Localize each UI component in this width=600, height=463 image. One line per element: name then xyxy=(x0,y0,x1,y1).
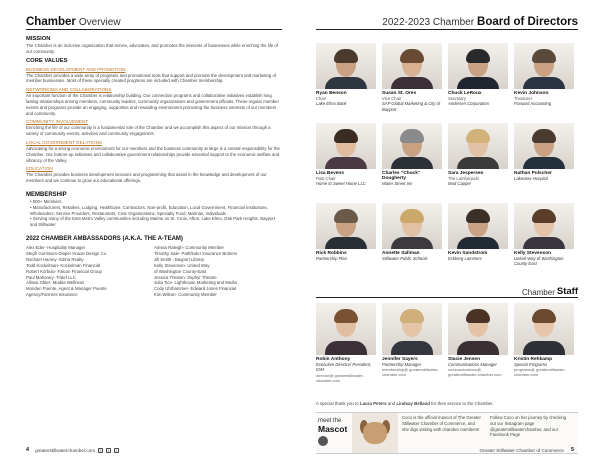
portrait-image xyxy=(382,43,442,89)
ambassadors-heading: 2022 CHAMBER AMBASSADORS (A.K.A. THE A-TEAM) xyxy=(26,235,183,242)
portrait-image xyxy=(514,303,574,355)
ambassador-item: of Washington County-East xyxy=(154,268,207,274)
ambassador-item: Julia Tice- Lighthouse Marketing and Media xyxy=(154,280,237,286)
board-member-card xyxy=(382,203,442,283)
ambassador-item: Alex Eder- Hospitality Manager xyxy=(26,244,86,250)
staff-email[interactable]: programs@ greaterstillwater-chamber.com xyxy=(514,367,566,378)
mascot-dog-image xyxy=(352,413,398,453)
board-member-card xyxy=(448,123,508,203)
ambassador-item: Jill Smith - Bayport Library xyxy=(154,256,205,262)
thanks-before: A special thank you to xyxy=(316,401,360,406)
member-title: Secretary xyxy=(448,96,466,101)
member-org: Lake Elmo Bank xyxy=(316,101,347,107)
portrait-image xyxy=(448,43,508,89)
overview-header xyxy=(26,12,282,30)
portrait-image xyxy=(514,123,574,169)
member-name: Nathan Pulscher xyxy=(514,171,552,176)
membership-heading: MEMBERSHIP xyxy=(26,191,67,198)
member-org: Water Street Inn xyxy=(382,181,413,186)
member-name: Kevin Johnson xyxy=(514,91,549,96)
board-member-card xyxy=(382,123,442,203)
ambassador-item: Cody Uhrhammer- Edward Jones Financial xyxy=(154,286,237,292)
member-title: Chair xyxy=(316,96,327,101)
ambassadors-column-2 xyxy=(154,245,282,298)
member-org: Lakeview Hospital xyxy=(514,176,548,181)
ambassador-item: Kelly Stevenson- United Way xyxy=(154,262,210,268)
core-value-text: Enriching the life of our community is a fundamental role of the Chamber and we accomplish this aspect of our mission through a variety of community events, activities and community engagement. xyxy=(26,125,271,137)
thanks-after: for their service to the Chamber. xyxy=(429,401,494,406)
staff-name: Kristin Rehkamp xyxy=(514,357,553,362)
board-member-card xyxy=(514,123,574,203)
member-org: United Way of Washington County East xyxy=(514,256,564,267)
ambassador-item: Paul Mahoney- Tridef LLC xyxy=(26,274,76,280)
thanks-name-2: Lindsay Belland xyxy=(396,401,430,406)
staff-card xyxy=(316,303,376,399)
mascot-text-1: Coco is the official mascot of The Greater Stillwater Chamber of Commerce, and she digs visiting with chamber members! xyxy=(402,415,481,432)
membership-item: • 500+ Members xyxy=(30,198,62,204)
staff-name: Stacie Jensen xyxy=(448,357,480,362)
portrait-image xyxy=(316,203,376,249)
ambassador-item: Todd Kockelman- Kockelman Financial xyxy=(26,262,101,268)
staff-email[interactable]: communications@ greaterstillwater-chamber.com xyxy=(448,367,502,378)
staff-title: Communications Manager xyxy=(448,362,497,367)
portrait-image xyxy=(382,123,442,169)
board-header-year: 2022-2023 Chamber xyxy=(382,17,475,28)
right-footer xyxy=(479,447,574,453)
staff-title: Special Programs xyxy=(514,362,548,367)
staff-header-bold: Staff xyxy=(556,286,578,297)
board-header-bold: Board of Directors xyxy=(477,16,578,28)
board-member-card xyxy=(514,203,574,283)
board-member-card xyxy=(448,203,508,283)
member-title: Treasurer xyxy=(514,96,532,101)
portrait-image xyxy=(514,203,574,249)
member-org: Eckberg Lammers xyxy=(448,256,482,261)
member-title: The Lumberjack/ xyxy=(448,176,480,181)
left-page-number: 4 xyxy=(26,447,30,453)
member-name: Susan St. Ores xyxy=(382,91,417,96)
board-of-directors-page xyxy=(316,12,578,454)
membership-list xyxy=(26,199,282,228)
member-org: Mad Capper xyxy=(448,181,472,187)
membership-item: • Manufacturers, Retailers, Lodging, Healthcare, Contractors, Non-profit, Education, Local Government, Financial Institutions, Wholesalers, Service Providers, Restaurants, Civic Organizations, Specialty Food, Marinas, Individuals xyxy=(30,204,268,216)
mission-heading: MISSION xyxy=(26,36,51,42)
staff-name: Robin Anthony xyxy=(316,357,351,362)
ambassadors-column-1 xyxy=(26,245,154,298)
staff-header-light: Chamber xyxy=(521,288,555,297)
right-footer-site: Greater Stillwater Chamber of Commerce xyxy=(479,447,564,453)
member-name: Annette Sallman xyxy=(382,251,420,256)
board-member-card xyxy=(448,43,508,123)
portrait-image xyxy=(514,43,574,89)
member-name: Kelly Stevenson xyxy=(514,251,552,256)
member-title: Vice Chair xyxy=(382,96,402,101)
member-org: Partnership Plan xyxy=(316,256,347,261)
thank-you-note xyxy=(316,401,578,406)
board-member-card xyxy=(382,43,442,123)
ambassador-item: Timothy Sale- Pathfinder Insurance Brokers xyxy=(154,250,238,256)
right-page-number: 5 xyxy=(570,447,574,453)
core-value-title: EDUCATION xyxy=(26,166,53,172)
core-value-text: An important function of the Chamber is relationship building. Our connection programs and collaborative initiatives establish long lasting relationships among members, community leaders, community organizations and government officials. These regular member events and programs provide an engaging, supportive and rewarding environment promoting the business interests of our members and community. xyxy=(26,93,279,116)
core-value-title: COMMUNITY INVOLVEMENT xyxy=(26,119,89,125)
mascot-label xyxy=(316,413,352,453)
thanks-name-1: Laura Peters xyxy=(359,401,387,406)
staff-title: Executive Director/ President, IOM xyxy=(316,362,372,373)
ambassador-item: Steph Gorrissen-Diaper House Design Co. xyxy=(26,250,108,256)
left-footer xyxy=(26,447,119,453)
staff-email[interactable]: membership@ greaterstillwater-chamber.com xyxy=(382,367,439,378)
ambassador-item: Rachael Harvey- Edina Realty xyxy=(26,256,84,262)
member-org: Andersen Corporation xyxy=(448,101,489,107)
ambassadors-list xyxy=(26,245,282,298)
board-member-card xyxy=(316,203,376,283)
twitter-icon[interactable]: t xyxy=(106,448,111,453)
overview-header-bold: Chamber xyxy=(26,16,76,28)
ambassador-item: Robert Korbulo- Falcon Financial Group xyxy=(26,268,102,274)
paw-icon xyxy=(318,436,328,446)
portrait-image xyxy=(316,303,376,355)
member-name: Ryan Benson xyxy=(316,91,347,96)
ambassador-item: Monden Puente, Agent & Manager Puente xyxy=(26,286,107,292)
staff-card xyxy=(448,303,508,399)
staff-card xyxy=(382,303,442,399)
core-value-title: LOCAL GOVERNMENT RELATIONS xyxy=(26,139,102,145)
instagram-icon[interactable]: i xyxy=(114,448,119,453)
chamber-overview-page xyxy=(26,12,282,298)
member-name: Kevin Sandstrom xyxy=(448,251,488,256)
staff-header xyxy=(316,285,578,298)
core-value-text: The Chamber provides a wide array of programs and promotional tools that support and promote the development and marketing of member businesses. Most of these specially created programs are included with Chamber membership. xyxy=(26,72,277,84)
portrait-image xyxy=(448,303,508,355)
board-member-card xyxy=(514,43,574,123)
member-name: Charles "Chuck" Dougherty xyxy=(382,171,421,181)
member-name: Lisa Bevens xyxy=(316,171,344,176)
ambassador-item: Allissa Obler- Mudita Wellness xyxy=(26,280,85,286)
staff-email[interactable]: director@ greaterstillwater-chamber.com xyxy=(316,372,365,383)
member-org: Home to Sweet Home LLC xyxy=(316,181,366,187)
member-name: Sara Jespersen xyxy=(448,171,484,176)
staff-grid xyxy=(316,303,578,399)
membership-item: • Serving many of the East Metro Valley communities including Marine on St. Croix, Afton, Lake Elmo, Oak Park Heights, Bayport and Stillwater xyxy=(30,216,276,228)
core-values-heading: CORE VALUES xyxy=(26,57,68,64)
ambassador-item: Anissa Raleigh- Community Member xyxy=(154,244,224,250)
portrait-image xyxy=(382,203,442,249)
mascot-label-big: Mascot xyxy=(318,424,348,434)
portrait-image xyxy=(316,123,376,169)
mission-text: The Chamber is an inclusive organization that serves, advocates, and promotes the interests of businesses while enriching the life of our community. xyxy=(26,43,278,54)
portrait-image xyxy=(382,303,442,355)
member-org: Stillwater Public Schools xyxy=(382,256,428,261)
core-value-text: The Chamber provides business development sessions and programming that assist in the knowledge and development of our members and we continue to grow our educational offerings. xyxy=(26,172,267,184)
mascot-label-small: meet the xyxy=(318,418,342,424)
member-name: Chuck LeRoux xyxy=(448,91,482,96)
staff-title: Partnership Manager xyxy=(382,362,422,367)
member-org: Forward Accounting xyxy=(514,101,552,107)
board-member-card xyxy=(316,123,376,203)
board-member-card xyxy=(316,43,376,123)
ambassador-item: Kim Wilson- Community Member xyxy=(154,292,217,298)
member-name: Rick Robbins xyxy=(316,251,347,256)
ambassador-item: Jessica Theisen- Zephyr Theatre xyxy=(154,274,217,280)
member-org: SAP Global Marketing & City of Bayport xyxy=(382,101,441,112)
board-grid xyxy=(316,43,578,283)
left-footer-site[interactable]: greaterstillwaterchamber.com xyxy=(35,447,96,453)
thanks-middle: and xyxy=(386,401,397,406)
facebook-icon[interactable]: f xyxy=(98,448,103,453)
staff-name: Jennifer Sayers xyxy=(382,357,418,362)
core-value-title: BUSINESS DEVELOPMENT AND PROMOTION xyxy=(26,66,126,72)
overview-header-light: Overview xyxy=(78,17,121,28)
ambassador-item: Agency/Farmers Insurance xyxy=(26,292,78,298)
portrait-image xyxy=(316,43,376,89)
portrait-image xyxy=(448,123,508,169)
staff-card xyxy=(514,303,574,399)
board-header xyxy=(316,12,578,30)
core-value-text: Advocating for a strong economic environment for our members and the business community at large is a central responsibility for the Chamber. Our bottom-up initiatives and collaborative government relationships provide essential support to the economic welfare and vibrancy of the Valley. xyxy=(26,145,280,163)
member-title: Past Chair xyxy=(316,176,336,181)
portrait-image xyxy=(448,203,508,249)
core-value-title: NETWORKING AND COLLABORATIONS xyxy=(26,87,112,93)
mascot-text-2: Follow Coco on her journey by checking out our Instagram page @greaterstillwaterchamber, and our Facebook Page xyxy=(490,415,567,438)
